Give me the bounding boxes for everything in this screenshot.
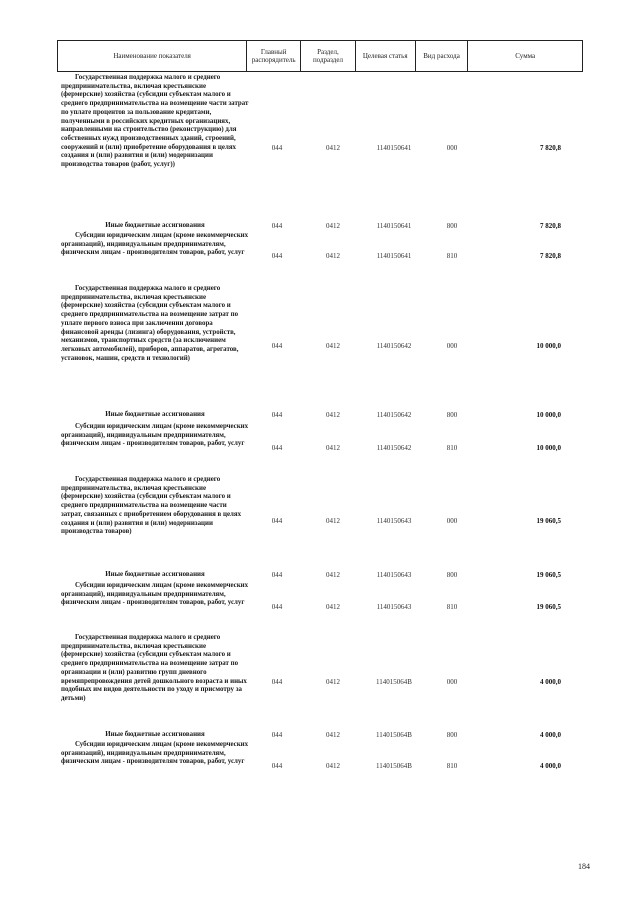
row-section: 0412 — [326, 342, 340, 350]
row-sum: 19 060,5 — [536, 603, 561, 611]
row-sum: 19 060,5 — [536, 517, 561, 525]
row-sum: 10 000,0 — [536, 342, 561, 350]
row-sum: 7 820,8 — [540, 222, 561, 230]
row-admin: 044 — [271, 571, 283, 579]
row-name: Государственная поддержка малого и среднего предпринимательства, включая крестьянские (фермерские) хозяйства (субсидии субъектам малого и среднего предпринимательства на возмещение затрат по уплате первого взноса при заключении договора финансовой аренды (лизинга) оборудования, устройств, механизмов, транспортных средств (за исключением легковых автомобилей), приборов, аппаратов, агрегатов, установок, машин, средств и технологий) — [61, 285, 239, 362]
row-sum: 10 000,0 — [536, 411, 561, 419]
row-section: 0412 — [326, 731, 340, 739]
row-name: Субсидии юридическим лицам (кроме некоммерческих организаций), индивидуальным предпринимателям, физическим лицам - производителям товаров, работ, услуг — [61, 582, 249, 607]
row-target: 1140150642 — [376, 411, 412, 419]
row-admin: 044 — [271, 411, 283, 419]
row-exptype: 810 — [446, 444, 458, 452]
row-exptype: 000 — [446, 144, 458, 152]
row-target: 114015064B — [376, 678, 412, 686]
row-exptype: 800 — [446, 411, 458, 419]
row-target: 1140150641 — [376, 252, 412, 260]
row-sum: 10 000,0 — [536, 444, 561, 452]
row-exptype: 810 — [446, 603, 458, 611]
row-target: 1140150641 — [376, 144, 412, 152]
row-admin: 044 — [271, 678, 283, 686]
row-target: 1140150642 — [376, 342, 412, 350]
row-name: Государственная поддержка малого и среднего предпринимательства, включая крестьянские (фермерские) хозяйства (субсидии субъектам малого и среднего предпринимательства на возмещение части затрат, связанных с приобретением оборудования в целях создания и (или) развития и (или) модернизации производства товаров) — [61, 476, 242, 536]
row-name: Иные бюджетные ассигнования — [105, 222, 205, 229]
row-name: Иные бюджетные ассигнования — [105, 411, 205, 418]
row-name: Иные бюджетные ассигнования — [105, 731, 205, 738]
row-section: 0412 — [326, 444, 340, 452]
row-admin: 044 — [271, 252, 283, 260]
row-exptype: 810 — [446, 252, 458, 260]
row-admin: 044 — [271, 731, 283, 739]
row-target: 1140150642 — [376, 444, 412, 452]
page-number: 184 — [578, 862, 590, 871]
row-admin: 044 — [271, 222, 283, 230]
row-sum: 7 820,8 — [540, 144, 561, 152]
header-name: Наименование показателя — [58, 41, 247, 71]
row-target: 114015064B — [376, 762, 412, 770]
row-section: 0412 — [326, 517, 340, 525]
header-section: Раздел, подраздел — [301, 41, 356, 71]
row-section: 0412 — [326, 762, 340, 770]
row-admin: 044 — [271, 603, 283, 611]
row-exptype: 800 — [446, 222, 458, 230]
row-target: 1140150643 — [376, 571, 412, 579]
row-target: 1140150641 — [376, 222, 412, 230]
row-exptype: 000 — [446, 517, 458, 525]
row-section: 0412 — [326, 571, 340, 579]
row-target: 1140150643 — [376, 603, 412, 611]
row-admin: 044 — [271, 762, 283, 770]
header-sum: Сумма — [515, 52, 536, 60]
row-name: Государственная поддержка малого и среднего предпринимательства, включая крестьянские (фермерские) хозяйства (субсидии субъектам малого и среднего предпринимательства на возмещение затрат по организации и (или) развитию групп дневного времяпрепровождения детей дошкольного возраста и иных подобных им видов деятельности по уходу и присмотру за детьми) — [61, 634, 247, 702]
row-exptype: 000 — [446, 678, 458, 686]
row-exptype: 000 — [446, 342, 458, 350]
row-sum: 7 820,8 — [540, 252, 561, 260]
row-section: 0412 — [326, 678, 340, 686]
row-section: 0412 — [326, 222, 340, 230]
row-admin: 044 — [271, 517, 283, 525]
row-name: Иные бюджетные ассигнования — [105, 571, 205, 578]
row-name: Субсидии юридическим лицам (кроме некоммерческих организаций), индивидуальным предпринимателям, физическим лицам - производителям товаров, работ, услуг — [61, 232, 249, 257]
row-sum: 19 060,5 — [536, 571, 561, 579]
row-exptype: 800 — [446, 571, 458, 579]
row-admin: 044 — [271, 144, 283, 152]
row-exptype: 800 — [446, 731, 458, 739]
row-sum: 4 000,0 — [540, 731, 561, 739]
row-name: Государственная поддержка малого и среднего предпринимательства, включая крестьянские (фермерские) хозяйства (субсидии субъектам малого и среднего предпринимательства на возмещение части затрат по уплате процентов за пользование кредитами, полученными в российских кредитных организациях, направленными на строительство (реконструкцию) для собственных нужд производственных зданий, строений, сооружений и (или) приобретение оборудования в целях создания и (или) развития и (или) модернизации производства товаров (работ, услуг)) — [61, 74, 249, 169]
row-target: 114015064B — [376, 731, 412, 739]
row-name: Субсидии юридическим лицам (кроме некоммерческих организаций), индивидуальным предпринимателям, физическим лицам - производителям товаров, работ, услуг — [61, 741, 249, 766]
row-section: 0412 — [326, 603, 340, 611]
row-exptype: 810 — [446, 762, 458, 770]
row-sum: 4 000,0 — [540, 762, 561, 770]
row-admin: 044 — [271, 342, 283, 350]
row-section: 0412 — [326, 411, 340, 419]
header-target: Целевая статья — [356, 41, 416, 71]
row-section: 0412 — [326, 252, 340, 260]
row-target: 1140150643 — [376, 517, 412, 525]
header-exptype: Вид расхода — [416, 41, 469, 71]
row-sum: 4 000,0 — [540, 678, 561, 686]
row-admin: 044 — [271, 444, 283, 452]
table-header — [57, 40, 583, 72]
row-section: 0412 — [326, 144, 340, 152]
row-name: Субсидии юридическим лицам (кроме некоммерческих организаций), индивидуальным предпринимателям, физическим лицам - производителям товаров, работ, услуг — [61, 423, 249, 448]
header-admin: Главный распорядитель — [247, 41, 301, 71]
